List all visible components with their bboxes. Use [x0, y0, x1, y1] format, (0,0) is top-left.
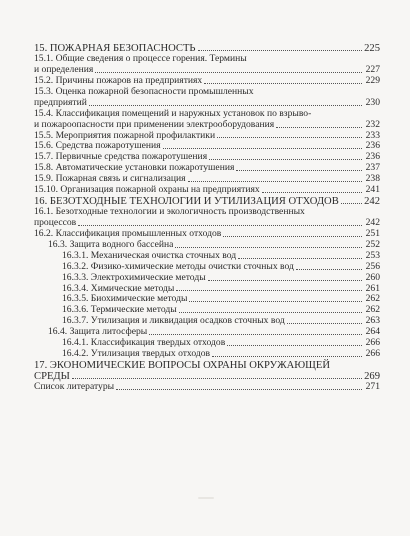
dot-leader: [116, 389, 362, 390]
toc-entry-16-1: [34, 218, 380, 229]
toc-entry-page: 261: [365, 282, 380, 294]
toc-entry-title: 15.9. Пожарная связь и сигнализация: [34, 174, 186, 185]
toc-entry-title: и определения: [34, 65, 94, 76]
dot-leader: [72, 378, 362, 379]
toc-entry-16-3-1: [34, 251, 380, 262]
dot-leader: [78, 225, 362, 226]
toc-entry-title: 16.4.2. Утилизация твердых отходов: [62, 348, 211, 359]
dot-leader: [227, 345, 362, 346]
toc-entry-title: 15.10. Организация пожарной охраны на предприятиях: [34, 185, 260, 196]
dot-leader: [223, 236, 362, 237]
toc-entry-15-9: [34, 174, 380, 185]
toc-entry-title: 16.3.1. Механическая очистка сточных вод: [62, 250, 237, 261]
dot-leader: [208, 280, 362, 281]
toc-entry-page: 266: [365, 337, 380, 349]
dot-leader: [276, 127, 362, 128]
toc-entry-15-4-line1: 15.4. Классификация помещений и наружных установок по взрыво-: [34, 107, 312, 119]
toc-entry-page: 252: [365, 238, 380, 250]
toc-entry-references: [34, 382, 380, 393]
toc-entry-page: 232: [365, 118, 380, 130]
toc-entry-16-4: [34, 327, 380, 338]
toc-entry-15-10: [34, 185, 380, 196]
toc-entry-title: Список литературы: [34, 382, 115, 393]
toc-entry-page: 264: [365, 326, 380, 338]
toc-entry-15-1-line1: 15.1. Общие сведения о процессе горения. Термины: [34, 53, 247, 65]
toc-entry-page: 253: [365, 249, 380, 261]
toc-entry-title: предприятий: [34, 97, 87, 108]
toc-entry-page: 262: [365, 293, 380, 305]
toc-entry-16-1-line1: 16.1. Безотходные технологии и экологичность производственных: [34, 206, 305, 218]
toc-entry-title: процессов: [34, 218, 77, 229]
dot-leader: [341, 203, 362, 204]
dot-leader: [217, 137, 362, 138]
toc-entry-title: 16.3.2. Физико-химические методы очистки сточных вод: [62, 261, 294, 272]
toc-entry-page: 263: [365, 315, 380, 327]
dot-leader: [179, 312, 362, 313]
toc-entry-16-4-2: [34, 349, 380, 360]
dot-leader: [198, 50, 362, 51]
dot-leader: [89, 105, 362, 106]
toc-entry-page: 229: [365, 75, 380, 87]
toc-entry-title: 16.3.4. Химические методы: [62, 283, 175, 294]
dot-leader: [188, 181, 362, 182]
dot-leader: [209, 159, 362, 160]
toc-entry-page: 241: [365, 184, 380, 196]
table-of-contents: [34, 43, 380, 393]
toc-entry-page: 227: [365, 64, 380, 76]
toc-entry-15-8: [34, 163, 380, 174]
toc-entry-16-3-4: [34, 284, 380, 295]
toc-entry-16-3-7: [34, 316, 380, 327]
toc-entry-page: 238: [365, 173, 380, 185]
toc-entry-page: 237: [365, 162, 380, 174]
dot-leader: [287, 323, 362, 324]
toc-entry-page: 236: [365, 140, 380, 152]
toc-entry-page: 271: [365, 381, 380, 393]
toc-entry-title: 15. ПОЖАРНАЯ БЕЗОПАСНОСТЬ: [34, 43, 196, 54]
toc-entry-page: 230: [365, 96, 380, 108]
toc-entry-16-3-6: [34, 305, 380, 316]
toc-entry-title: СРЕДЫ: [34, 371, 70, 383]
toc-entry-17: [34, 371, 380, 382]
toc-entry-15-1: [34, 65, 380, 76]
toc-entry-title: 16.4.1. Классификация твердых отходов: [62, 338, 226, 349]
dot-leader: [175, 247, 362, 248]
dot-leader: [212, 356, 362, 357]
toc-entry-title: 15.7. Первичные средства пожаротушения: [34, 152, 208, 163]
toc-entry-16-3-2: [34, 262, 380, 273]
toc-entry-page: 269: [364, 371, 380, 383]
toc-entry-15-4: [34, 120, 380, 131]
dot-leader: [189, 301, 362, 302]
toc-entry-15-7: [34, 152, 380, 163]
toc-entry-page: 233: [365, 129, 380, 141]
toc-entry-16-3-5: [34, 294, 380, 305]
dot-leader: [236, 170, 362, 171]
toc-entry-17-line1: 17. ЭКОНОМИЧЕСКИЕ ВОПРОСЫ ОХРАНЫ ОКРУЖАЮЩЕЙ: [34, 359, 330, 371]
toc-entry-title: 15.8. Автоматические установки пожаротушения: [34, 163, 235, 174]
dot-leader: [262, 192, 362, 193]
toc-entry-title: 15.6. Средства пожаротушения: [34, 141, 161, 152]
toc-entry-16-3-3: [34, 273, 380, 284]
dot-leader: [296, 269, 362, 270]
toc-entry-15-3-line1: 15.3. Оценка пожарной безопасности промышленных: [34, 85, 254, 97]
toc-entry-title: и пожароопасности при применении электрооборудования: [34, 119, 275, 130]
toc-entry-page: 260: [365, 271, 380, 283]
toc-entry-title: 15.5. Мероприятия пожарной профилактики: [34, 130, 216, 141]
toc-entry-page: 236: [365, 151, 380, 163]
dot-leader: [149, 334, 362, 335]
toc-entry-15-6: [34, 141, 380, 152]
toc-entry-title: 16.3.5. Биохимические методы: [62, 294, 188, 305]
toc-entry-title: 16.2. Классификация промышленных отходов: [34, 229, 222, 239]
paper-mark: [198, 497, 214, 499]
toc-entry-title: 16.3.7. Утилизация и ликвидация осадков сточных вод: [62, 316, 285, 327]
toc-entry-page: 262: [365, 304, 380, 316]
toc-entry-page: 225: [364, 43, 380, 54]
dot-leader: [238, 258, 362, 259]
toc-entry-title: 15.2. Причины пожаров на предприятиях: [34, 76, 203, 87]
dot-leader: [163, 148, 362, 149]
toc-entry-title: 16.3. Защита водного бассейна: [48, 239, 174, 250]
toc-entry-page: 256: [365, 260, 380, 272]
dot-leader: [176, 290, 362, 291]
toc-entry-16-3: [34, 240, 380, 251]
toc-entry-title: 16.3.3. Электрохимические методы: [62, 272, 206, 283]
toc-entry-title: 16.3.6. Термические методы: [62, 305, 177, 316]
toc-entry-16-2: [34, 229, 380, 240]
toc-entry-page: 251: [365, 228, 380, 239]
toc-entry-page: 242: [365, 217, 380, 229]
toc-entry-title: 16. БЕЗОТХОДНЫЕ ТЕХНОЛОГИИ И УТИЛИЗАЦИЯ ОТХОДОВ: [34, 195, 339, 207]
toc-entry-page: 242: [364, 195, 380, 207]
toc-entry-page: 266: [365, 347, 380, 359]
toc-entry-title: 16.4. Защита литосферы: [48, 327, 148, 338]
dot-leader: [204, 83, 362, 84]
toc-entry-15-5: [34, 131, 380, 142]
toc-entry-16-4-1: [34, 338, 380, 349]
dot-leader: [95, 72, 362, 73]
